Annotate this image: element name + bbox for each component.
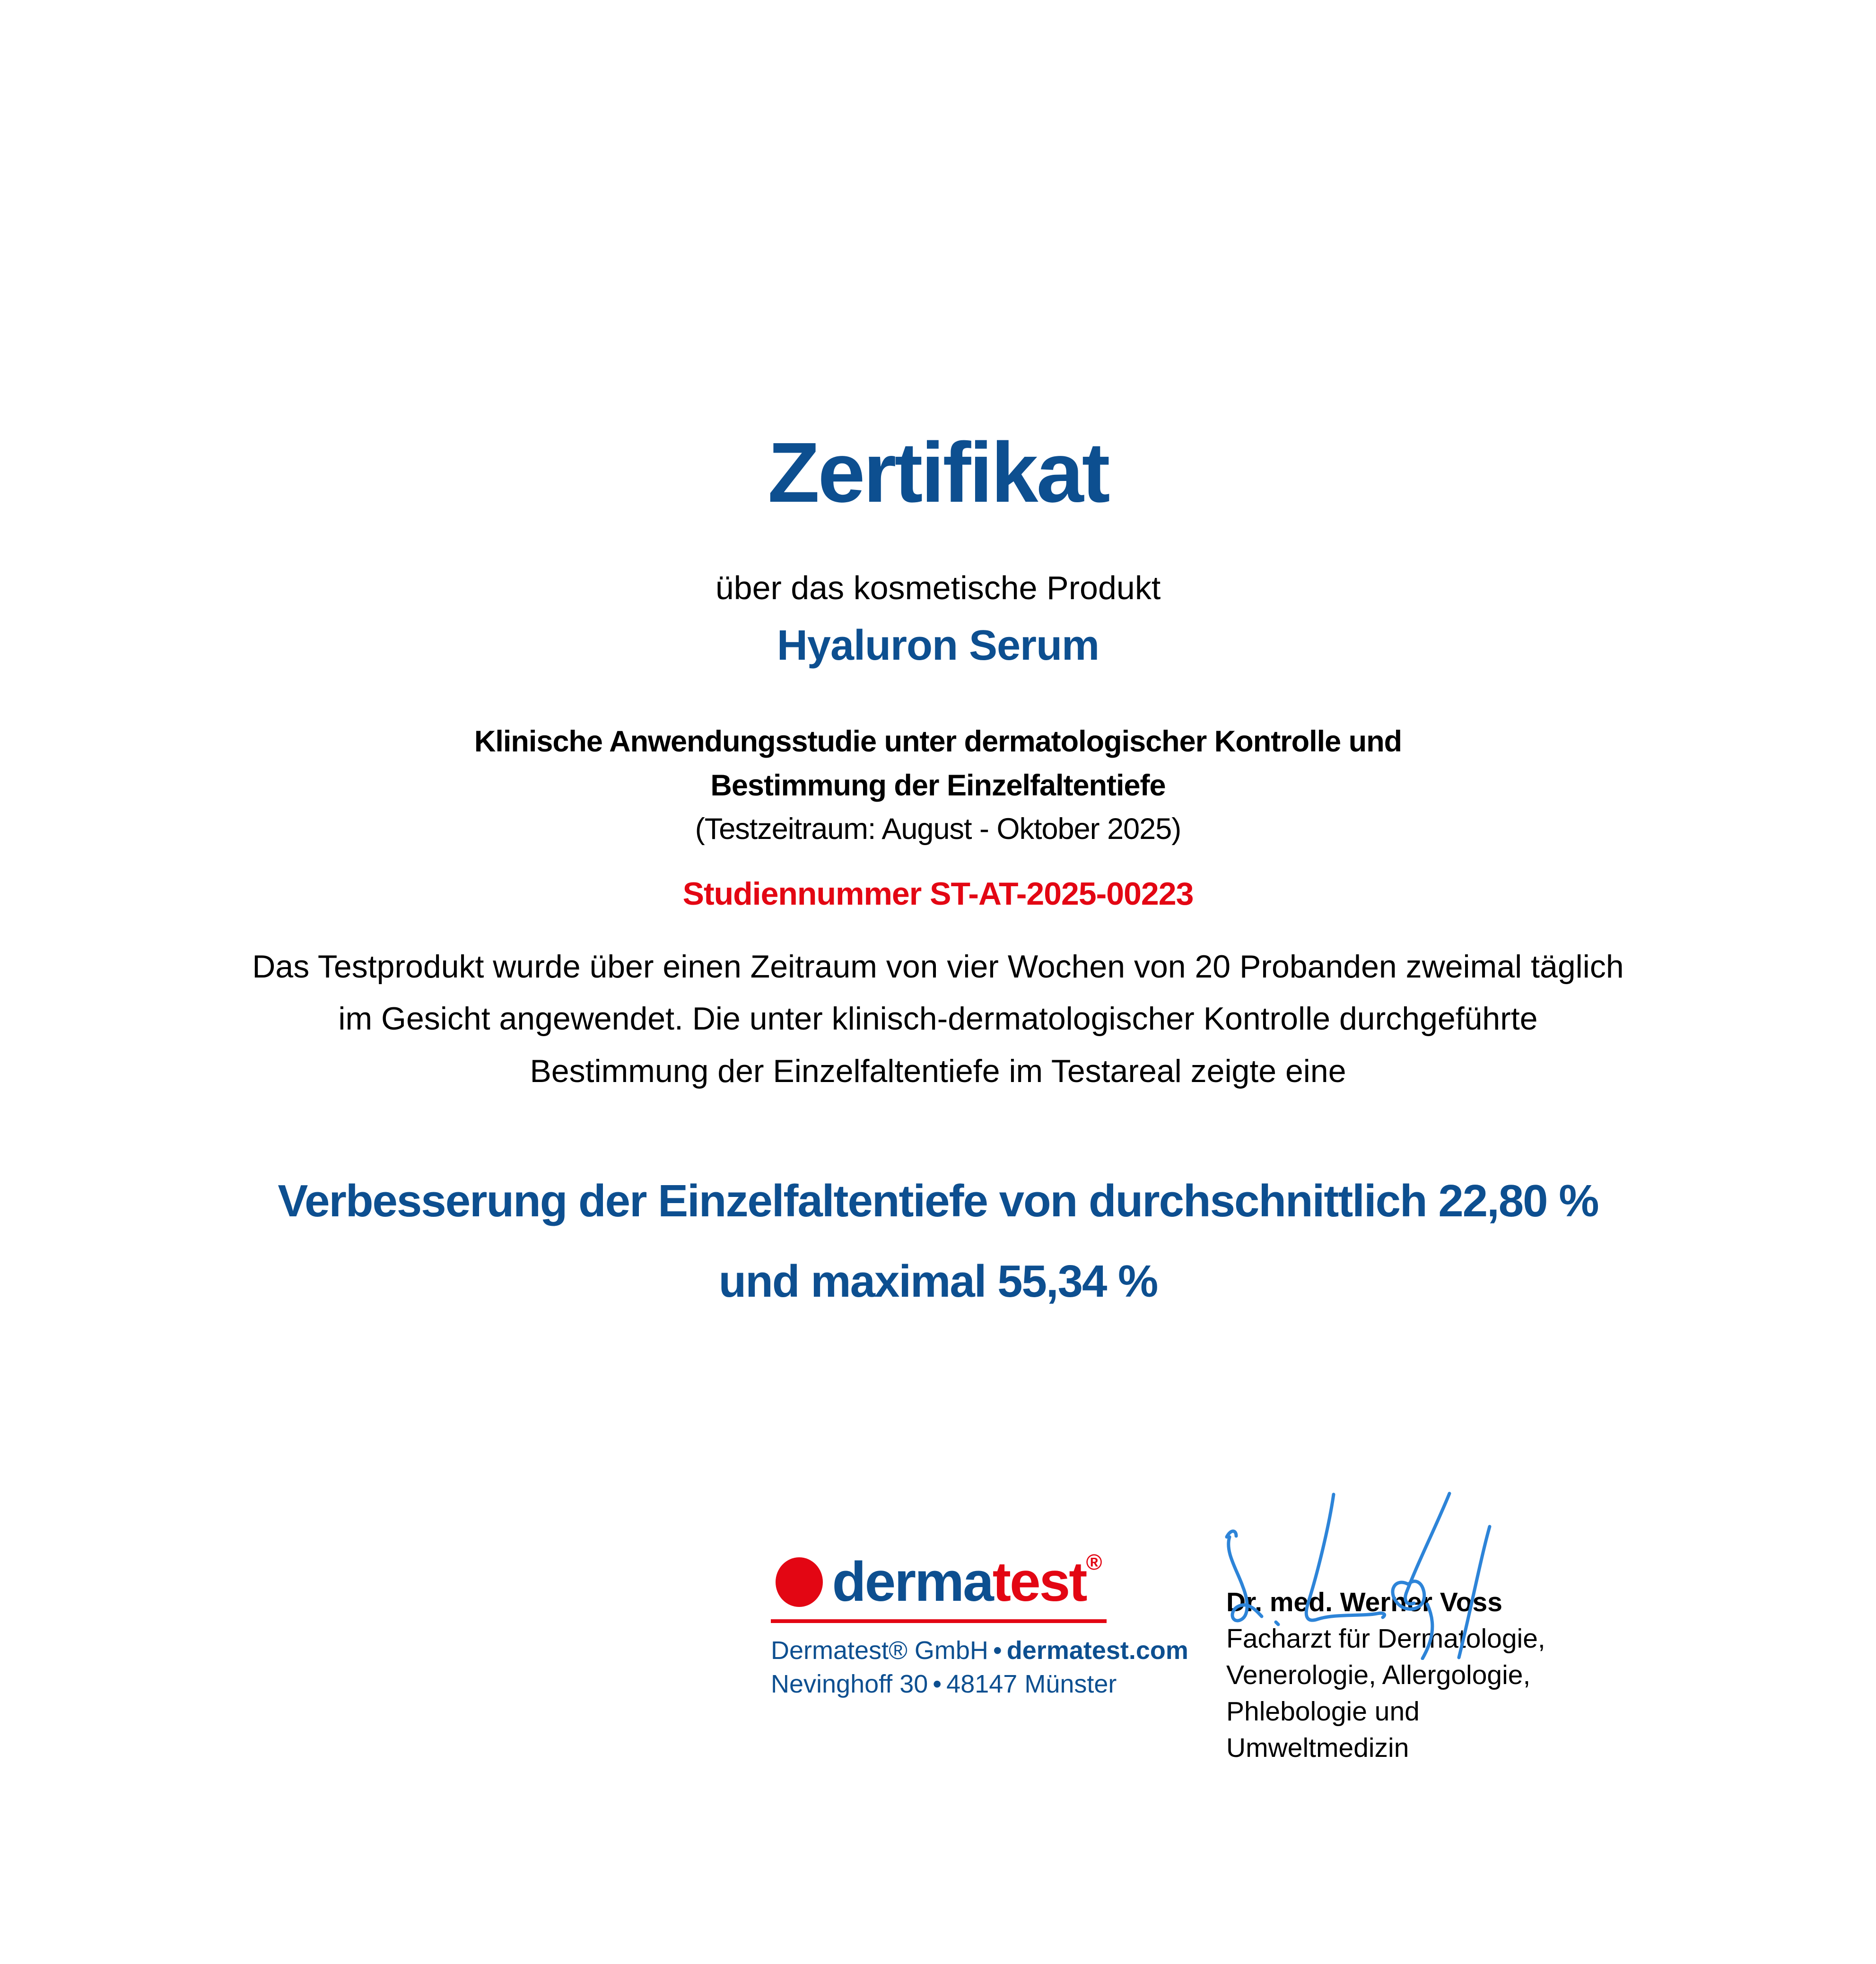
dermatest-logo-block bbox=[771, 1550, 1188, 1700]
dermatest-logo-dot-icon bbox=[776, 1557, 823, 1607]
study-heading-line2: Bestimmung der Einzelfaltentiefe bbox=[710, 768, 1166, 802]
study-description-line1: Das Testprodukt wurde über einen Zeitraum von vier Wochen von 20 Probanden zweimal täglich bbox=[252, 949, 1624, 985]
address-street: Nevinghoff 30 bbox=[771, 1669, 928, 1698]
wordmark-test: test bbox=[992, 1551, 1086, 1613]
logo-divider-rule bbox=[771, 1619, 1107, 1623]
company-line bbox=[771, 1635, 1188, 1666]
registered-trademark-icon: ® bbox=[1086, 1550, 1102, 1574]
test-period: (Testzeitraum: August - Oktober 2025) bbox=[695, 812, 1181, 846]
product-name: Hyaluron Serum bbox=[777, 622, 1099, 669]
study-heading-line1: Klinische Anwendungsstudie unter dermatologischer Kontrolle und bbox=[474, 725, 1402, 758]
study-description bbox=[0, 941, 1876, 1097]
study-number: Studiennummer ST-AT-2025-00223 bbox=[682, 875, 1194, 912]
dermatest-wordmark bbox=[832, 1550, 1102, 1613]
certificate-subtitle: über das kosmetische Produkt bbox=[715, 569, 1161, 606]
company-name: Dermatest® GmbH bbox=[771, 1636, 988, 1665]
signatory-name: Dr. med. Werner Voss bbox=[1226, 1587, 1502, 1617]
address-city: 48147 Münster bbox=[946, 1669, 1117, 1698]
study-heading bbox=[0, 720, 1876, 851]
signatory-title-line1: Facharzt für Dermatologie, bbox=[1226, 1623, 1545, 1654]
signatory-title-line2: Venerologie, Allergologie, bbox=[1226, 1659, 1531, 1690]
bullet-separator: • bbox=[933, 1669, 942, 1698]
signatory-title-line3: Phlebologie und Umweltmedizin bbox=[1226, 1696, 1420, 1763]
bullet-separator: • bbox=[993, 1636, 1002, 1665]
company-website: dermatest.com bbox=[1006, 1636, 1188, 1665]
result-line1: Verbesserung der Einzelfaltentiefe von durchschnittlich 22,80 % bbox=[278, 1175, 1598, 1226]
result-statement bbox=[0, 1161, 1876, 1322]
dermatest-logo bbox=[771, 1550, 1107, 1613]
study-description-line2: im Gesicht angewendet. Die unter klinisch-dermatologischer Kontrolle durchgeführte bbox=[338, 1001, 1538, 1037]
signatory-block bbox=[1226, 1584, 1605, 1766]
address-line bbox=[771, 1669, 1117, 1700]
result-line2: und maximal 55,34 % bbox=[718, 1256, 1158, 1307]
certificate-title: Zertifikat bbox=[768, 425, 1108, 520]
study-description-line3: Bestimmung der Einzelfaltentiefe im Testareal zeigte eine bbox=[530, 1053, 1346, 1089]
wordmark-derma: derma bbox=[832, 1551, 993, 1613]
